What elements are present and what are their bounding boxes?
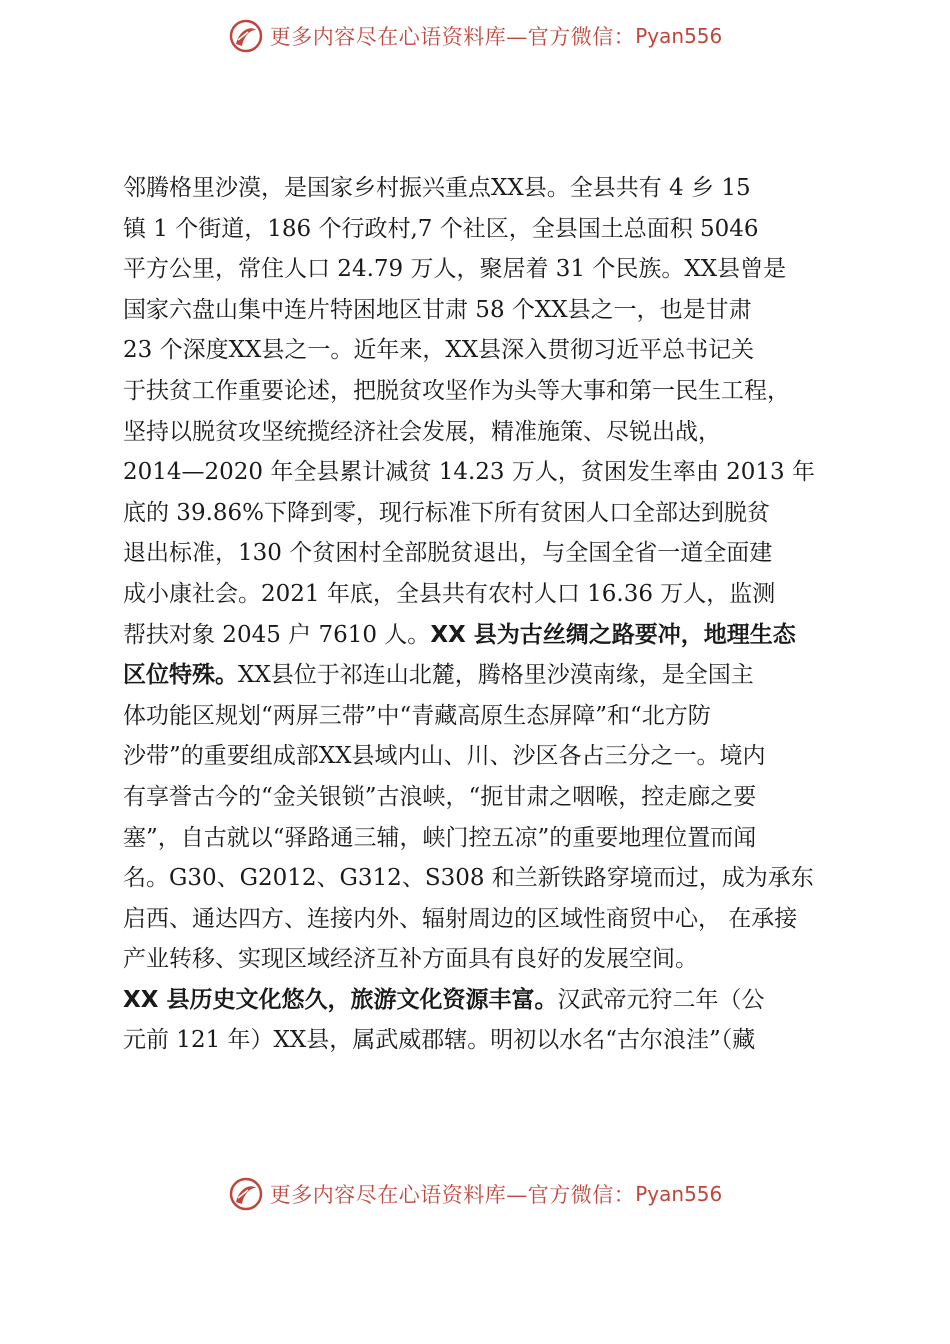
text-line <box>123 168 839 209</box>
paragraph-text: 底的 39.86%下降到零，现行标准下所有贫困人口全部达到脱贫 <box>123 499 771 526</box>
text-line <box>123 1020 839 1061</box>
paragraph-text: 2014—2020 年全县累计减贫 14.23 万人，贫困发生率由 2013 年 <box>123 459 815 486</box>
paragraph-text: 启西、通达四方、连接内外、辐射周边的区域性商贸中心， 在承接 <box>123 905 798 932</box>
text-line <box>123 493 839 534</box>
paragraph-text: 退出标准，130 个贫困村全部脱贫退出，与全国全省一道全面建 <box>123 540 773 567</box>
text-line <box>123 655 839 696</box>
logo-icon <box>228 1176 264 1212</box>
paragraph-text: 平方公里，常住人口 24.79 万人，聚居着 31 个民族。XX县曾是 <box>123 256 787 283</box>
text-line <box>123 615 839 656</box>
wechat-id: Pyan556 <box>635 24 723 48</box>
text-line <box>123 736 839 777</box>
paragraph-text: 塞”，自古就以“驿路通三辅，峡门控五凉”的重要地理位置而闻 <box>123 824 757 851</box>
text-line <box>123 939 839 980</box>
text-line <box>123 249 839 290</box>
text-line <box>123 371 839 412</box>
paragraph-text: 于扶贫工作重要论述，把脱贫攻坚作为头等大事和第一民生工程， <box>123 377 790 404</box>
footer-watermark-banner <box>0 1172 950 1216</box>
document-body <box>123 168 839 1061</box>
header-watermark-banner <box>0 14 950 58</box>
text-line <box>123 696 839 737</box>
paragraph-text: 元前 121 年）XX县，属武威郡辖。明初以水名“古尔浪洼”（藏 <box>123 1027 756 1054</box>
bold-heading-text: XX 县为古丝绸之路要冲，地理生态 <box>430 621 796 648</box>
paragraph-text: 有享誉古今的“金关银锁”古浪峡，“扼甘肃之咽喉，控走廊之要 <box>123 783 757 810</box>
text-line <box>123 858 839 899</box>
paragraph-text: 产业转移、实现区域经济互补方面具有良好的发展空间。 <box>123 946 698 973</box>
paragraph-text: 坚持以脱贫攻坚统揽经济社会发展，精准施策、尽锐出战， <box>123 418 721 445</box>
text-line <box>123 818 839 859</box>
logo-icon <box>228 18 264 54</box>
paragraph-text: 帮扶对象 2045 户 7610 人。 <box>123 621 431 648</box>
paragraph-text: 镇 1 个街道，186 个行政村,7 个社区，全县国土总面积 5046 <box>123 215 759 242</box>
paragraph-text: 成小康社会。2021 年底，全县共有农村人口 16.36 万人，监测 <box>123 580 776 607</box>
text-line <box>123 533 839 574</box>
text-line <box>123 452 839 493</box>
text-line <box>123 777 839 818</box>
text-line <box>123 574 839 615</box>
paragraph-text: 体功能区规划“两屏三带”中“青藏高原生态屏障”和“北方防 <box>123 702 711 729</box>
paragraph-text: 名。G30、G2012、G312、S308 和兰新铁路穿境而过，成为承东 <box>123 865 814 892</box>
text-line <box>123 330 839 371</box>
paragraph-text: 邻腾格里沙漠，是国家乡村振兴重点XX县。全县共有 4 乡 15 <box>123 175 751 201</box>
paragraph-text: 23 个深度XX县之一。近年来，XX县深入贯彻习近平总书记关 <box>123 337 755 364</box>
paragraph-text: XX县位于祁连山北麓，腾格里沙漠南缘，是全国主 <box>238 662 754 689</box>
bold-heading-text: 区位特殊。 <box>123 662 238 689</box>
text-line <box>123 290 839 331</box>
banner-text: 更多内容尽在心语资料库—官方微信： <box>269 25 636 49</box>
text-line <box>123 980 839 1021</box>
paragraph-text: 国家六盘山集中连片特困地区甘肃 58 个XX县之一，也是甘肃 <box>123 296 752 323</box>
banner-text: 更多内容尽在心语资料库—官方微信： <box>269 1183 636 1207</box>
paragraph-text: 沙带”的重要组成部XX县域内山、川、沙区各占三分之一。境内 <box>123 743 766 770</box>
text-line <box>123 899 839 940</box>
text-line <box>123 412 839 453</box>
text-line <box>123 209 839 250</box>
wechat-id: Pyan556 <box>635 1182 723 1206</box>
paragraph-text: 汉武帝元狩二年（公 <box>557 986 765 1013</box>
bold-heading-text: XX 县历史文化悠久，旅游文化资源丰富。 <box>123 986 558 1013</box>
